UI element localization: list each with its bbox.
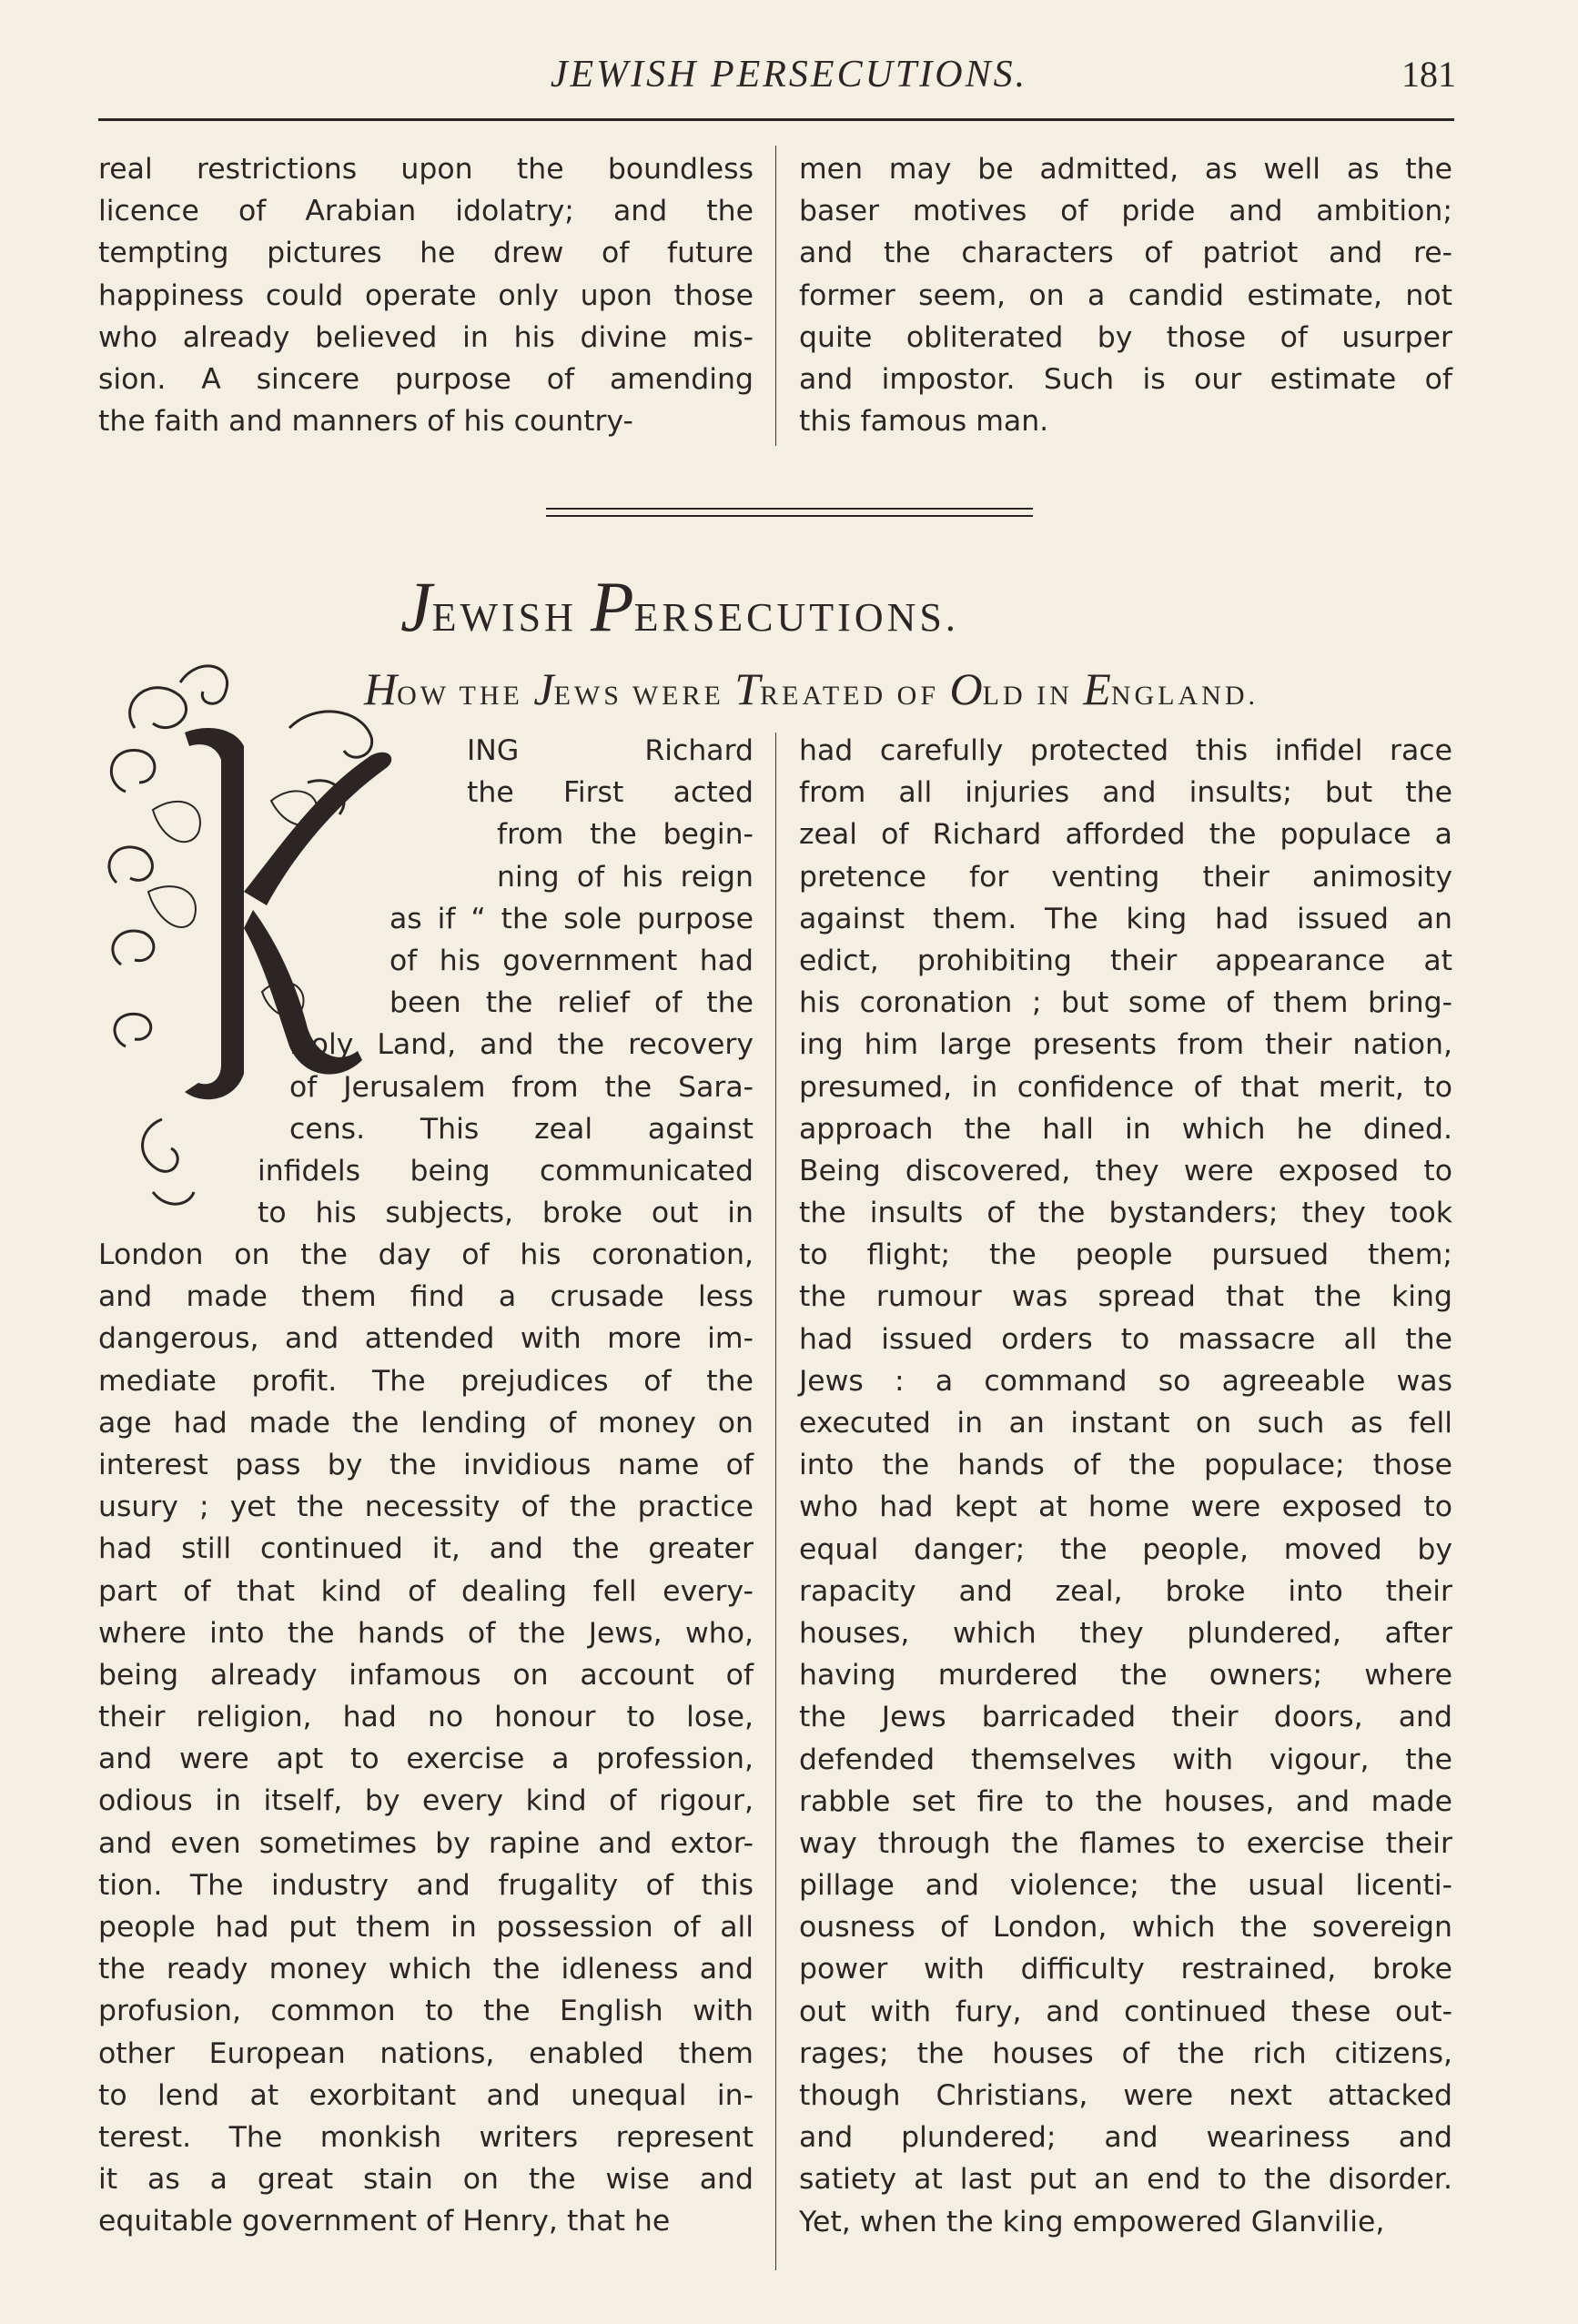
- text-line: of his government had: [389, 944, 754, 977]
- text-line: quite obliterated by those of usurper: [799, 320, 1452, 354]
- text-line: the faith and manners of his country-: [98, 405, 633, 439]
- text-line: Holy Land, and the recovery: [289, 1028, 754, 1062]
- header-rule: [98, 118, 1454, 121]
- text-line: though Christians, were next attacked: [799, 2079, 1452, 2112]
- text-line: men may be admitted, as well as the: [799, 153, 1452, 186]
- text-line: who already believed in his divine mis-: [98, 320, 754, 354]
- article-column-divider: [775, 733, 776, 2270]
- text-line: having murdered the owners; where: [799, 1659, 1452, 1692]
- text-line: ousness of London, which the sovereign: [799, 1911, 1452, 1945]
- text-line: equitable government of Henry, that he: [98, 2205, 671, 2238]
- text-line: ING Richard: [467, 734, 754, 767]
- text-line: and impostor. Such is our estimate of: [799, 362, 1452, 396]
- text-line: equal danger; the people, moved by: [799, 1532, 1452, 1566]
- text-line: where into the hands of the Jews, who,: [98, 1616, 754, 1650]
- prev-article-left-column: [98, 148, 754, 442]
- section-separator-bottom: [546, 515, 1033, 517]
- text-line: and were apt to exercise a profession,: [98, 1743, 754, 1776]
- text-line: had carefully protected this infidel race: [799, 734, 1452, 767]
- text-line: the ready money which the idleness and: [98, 1953, 754, 1986]
- text-line: power with difficulty restrained, broke: [799, 1953, 1452, 1986]
- text-line: into the hands of the populace; those: [799, 1449, 1452, 1482]
- article-left-column-dropcap-lines: [98, 730, 754, 1234]
- text-line: pretence for venting their animosity: [799, 860, 1452, 894]
- text-line: ing him large presents from their nation,: [799, 1028, 1452, 1062]
- text-line: real restrictions upon the boundless: [98, 153, 754, 186]
- text-line: his coronation ; but some of them bring-: [799, 986, 1452, 1020]
- text-line: people had put them in possession of all: [98, 1911, 754, 1944]
- text-line: being already infamous on account of: [98, 1658, 754, 1692]
- text-line: terest. The monkish writers represent: [98, 2120, 754, 2154]
- article-left-column: [98, 1234, 754, 2243]
- vine-ornament: [180, 666, 228, 703]
- text-line: executed in an instant on such as fell: [799, 1407, 1452, 1440]
- text-line: dangerous, and attended with more im-: [98, 1322, 754, 1356]
- text-line: Being discovered, they were exposed to: [799, 1154, 1452, 1187]
- text-line: of Jerusalem from the Sara-: [289, 1070, 754, 1104]
- text-line: licence of Arabian idolatry; and the: [98, 195, 754, 228]
- text-line: cens. This zeal against: [289, 1112, 754, 1146]
- text-line: defended themselves with vigour, the: [799, 1743, 1452, 1776]
- text-line: tion. The industry and frugality of this: [98, 1868, 754, 1902]
- article-subtitle: HOW THE JEWS WERE TREATED OF OLD IN ENGLAND.: [364, 663, 1259, 714]
- text-line: London on the day of his coronation,: [98, 1238, 754, 1271]
- prev-article-column-divider: [775, 146, 776, 446]
- text-line: usury ; yet the necessity of the practice: [98, 1490, 754, 1524]
- section-separator-top: [546, 508, 1033, 510]
- text-line: baser motives of pride and ambition;: [799, 195, 1452, 228]
- text-line: age had made the lending of money on: [98, 1406, 754, 1440]
- text-line: as if “ the sole purpose: [389, 902, 754, 935]
- text-line: the Jews barricaded their doors, and: [799, 1701, 1452, 1734]
- text-line: infidels being communicated: [258, 1154, 754, 1187]
- text-line: from all injuries and insults; but the: [799, 776, 1452, 810]
- text-line: part of that kind of dealing fell every-: [98, 1574, 754, 1608]
- text-line: odious in itself, by every kind of rigour,: [98, 1784, 754, 1818]
- text-line: against them. The king had issued an: [799, 902, 1452, 935]
- text-line: Jews : a command so agreeable was: [799, 1364, 1452, 1398]
- text-line: this famous man.: [799, 405, 1049, 439]
- text-line: had still continued it, and the greater: [98, 1532, 754, 1566]
- text-line: other European nations, enabled them: [98, 2036, 754, 2070]
- text-line: who had kept at home were exposed to: [799, 1490, 1452, 1524]
- text-line: happiness could operate only upon those: [98, 278, 754, 312]
- text-line: Yet, when the king empowered Glanvilie,: [799, 2205, 1385, 2238]
- text-line: to flight; the people pursued them;: [799, 1238, 1452, 1272]
- text-line: presumed, in confidence of that merit, to: [799, 1070, 1452, 1104]
- text-line: and plundered; and weariness and: [799, 2121, 1452, 2155]
- text-line: mediate profit. The prejudices of the: [98, 1364, 754, 1398]
- text-line: way through the flames to exercise their: [799, 1826, 1452, 1860]
- text-line: former seem, on a candid estimate, not: [799, 278, 1452, 312]
- text-line: rapacity and zeal, broke into their: [799, 1574, 1452, 1608]
- text-line: it as a great stain on the wise and: [98, 2163, 754, 2197]
- prev-article-right-column: [799, 148, 1452, 442]
- text-line: been the relief of the: [389, 986, 754, 1020]
- text-line: rages; the houses of the rich citizens,: [799, 2036, 1452, 2070]
- text-line: and even sometimes by rapine and extor-: [98, 1826, 754, 1860]
- page-number: 181: [1401, 54, 1456, 95]
- running-title: JEWISH PERSECUTIONS.: [550, 54, 1028, 96]
- text-line: had issued orders to massacre all the: [799, 1322, 1452, 1356]
- text-line: to his subjects, broke out in: [258, 1197, 754, 1230]
- text-line: approach the hall in which he dined.: [799, 1112, 1452, 1146]
- text-line: ning of his reign: [497, 860, 754, 894]
- text-line: and made them find a crusade less: [98, 1280, 754, 1314]
- text-line: the First acted: [467, 776, 754, 810]
- text-line: the insults of the bystanders; they took: [799, 1197, 1452, 1230]
- text-line: profusion, common to the English with: [98, 1995, 754, 2028]
- text-line: satiety at last put an end to the disorder.: [799, 2163, 1452, 2197]
- text-line: the rumour was spread that the king: [799, 1280, 1452, 1314]
- vine-ornament: [130, 688, 187, 728]
- text-line: houses, which they plundered, after: [799, 1616, 1452, 1650]
- text-line: zeal of Richard afforded the populace a: [799, 818, 1452, 852]
- text-line: sion. A sincere purpose of amending: [98, 362, 754, 396]
- text-line: out with fury, and continued these out-: [799, 1995, 1452, 2028]
- text-line: interest pass by the invidious name of: [98, 1448, 754, 1481]
- text-line: edict, prohibiting their appearance at: [799, 944, 1452, 977]
- text-line: to lend at exorbitant and unequal in-: [98, 2078, 754, 2112]
- text-line: rabble set fire to the houses, and made: [799, 1784, 1452, 1818]
- article-title: JEWISH PERSECUTIONS.: [400, 567, 959, 646]
- text-line: from the begin-: [497, 818, 754, 852]
- text-line: and the characters of patriot and re-: [799, 237, 1452, 270]
- text-line: pillage and violence; the usual licenti-: [799, 1869, 1452, 1903]
- text-line: tempting pictures he drew of future: [98, 237, 754, 270]
- article-right-column: [799, 730, 1452, 2243]
- text-line: their religion, had no honour to lose,: [98, 1701, 754, 1734]
